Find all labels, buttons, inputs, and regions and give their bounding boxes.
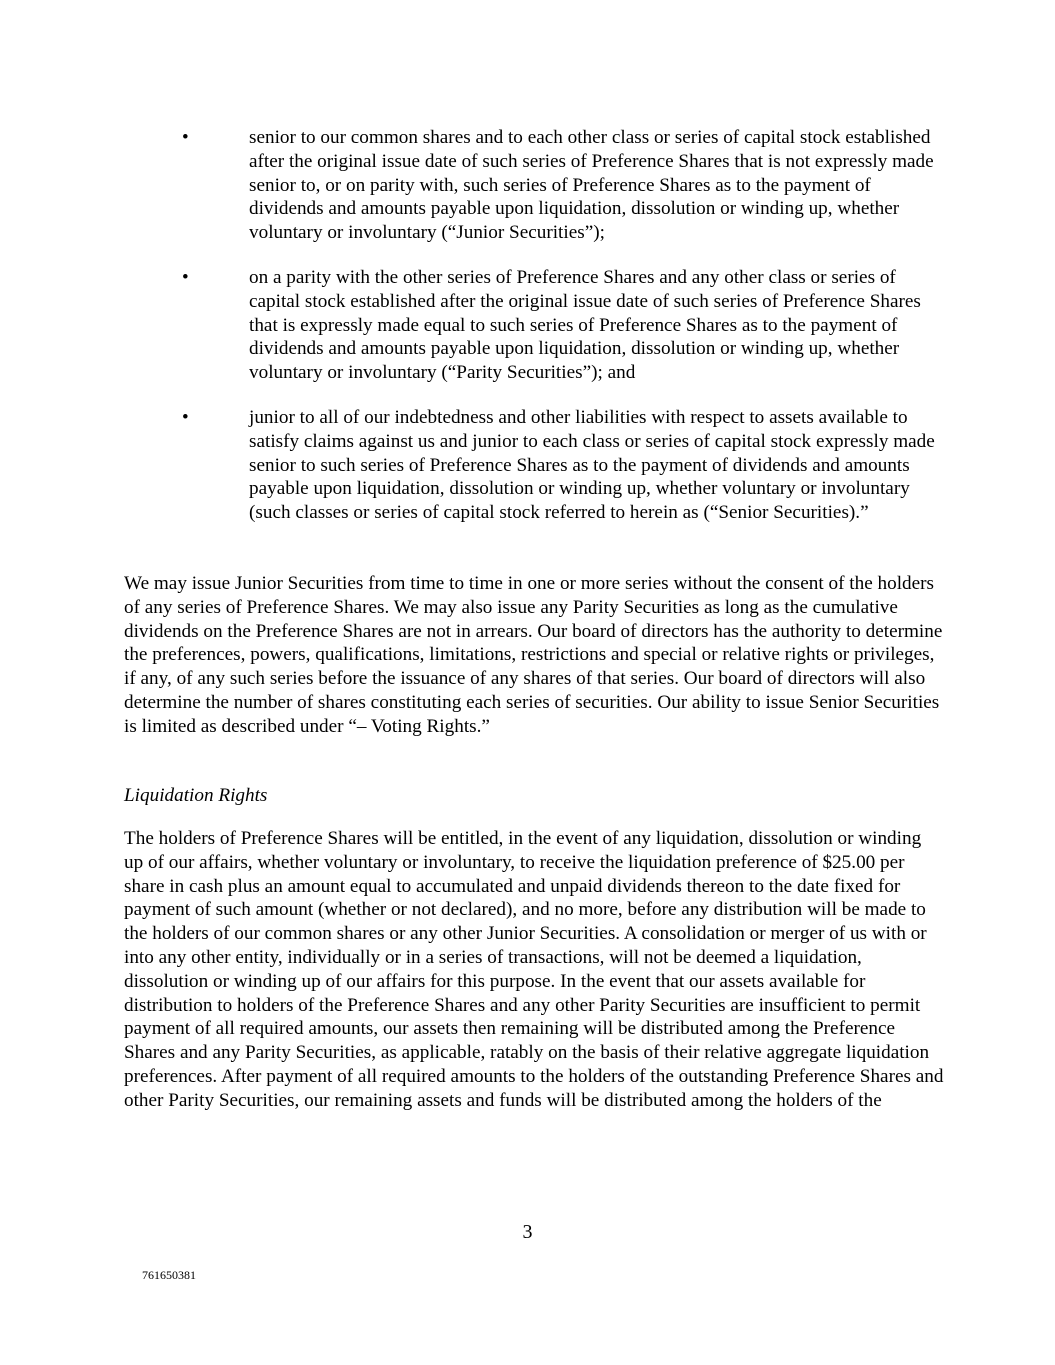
bullet-icon: • [182, 266, 189, 288]
bullet-icon: • [182, 406, 189, 428]
bullet-item-parity [180, 266, 940, 385]
bullet-item-junior [180, 126, 940, 245]
bullet-icon: • [182, 127, 189, 148]
bullet-item-senior [180, 406, 940, 525]
section-heading: Liquidation Rights [124, 785, 268, 806]
bullet-text: senior to our common shares and to each other class or series of capital stock established after the original issue date of such series of Preference Shares that is not expressly made senior to, or on parity with, such series of Preference Shares as to the payment of dividends and amounts payable upon liquidation, dissolution or winding up, whether voluntary or involuntary (“Junior Securities”); [249, 127, 934, 244]
ranking-bullet-list [180, 126, 940, 525]
issuance-paragraph: We may issue Junior Securities from time to time in one or more series without the consent of the holders of any series of Preference Shares. We may also issue any Parity Securities as long as the cumulative dividends on the Preference Shares are not in arrears. Our board of directors has the authority to determine the preferences, powers, qualifications, limitations, restrictions and special or relative rights or privileges, if any, of any such series before the issuance of any shares of that series. Our board of directors will also determine the number of shares constituting each series of securities. Our ability to issue Senior Securities is limited as described under “– Voting Rights.” [124, 573, 943, 737]
bullet-text: on a parity with the other series of Preference Shares and any other class or series of capital stock established after the original issue date of such series of Preference Shares that is expressly made equal to such series of Preference Shares as to the payment of dividends and amounts payable upon liquidation, dissolution or winding up, whether voluntary or involuntary (“Parity Securities”); and [249, 266, 921, 384]
liquidation-paragraph: The holders of Preference Shares will be entitled, in the event of any liquidation, dissolution or winding up of our affairs, whether voluntary or involuntary, to receive the liquidation preference of $25.00 per share in cash plus an amount equal to accumulated and unpaid dividends thereon to the date fixed for payment of such amount (whether or not declared), and no more, before any distribution will be made to the holders of our common shares or any other Junior Securities. A consolidation or merger of us with or into any other entity, individually or in a series of transactions, will not be deemed a liquidation, dissolution or winding up of our affairs for this purpose. In the event that our assets available for distribution to holders of the Preference Shares and any other Parity Securities are insufficient to permit payment of all required amounts, our assets then remaining will be distributed among the Preference Shares and any Parity Securities, as applicable, ratably on the basis of their relative aggregate liquidation preferences. After payment of all required amounts to the holders of the outstanding Preference Shares and other Parity Securities, our remaining assets and funds will be distributed among the holders of the [124, 828, 944, 1111]
page-number: 3 [522, 1221, 533, 1243]
document-id: 761650381 [142, 1268, 196, 1282]
bullet-text: junior to all of our indebtedness and other liabilities with respect to assets available to satisfy claims against us and junior to each class or series of capital stock expressly made senior to such series of Preference Shares as to the payment of dividends and amounts payable upon liquidation, dissolution or winding up, whether voluntary or involuntary (such classes or series of capital stock referred to herein as (“Senior Securities).” [249, 406, 935, 524]
